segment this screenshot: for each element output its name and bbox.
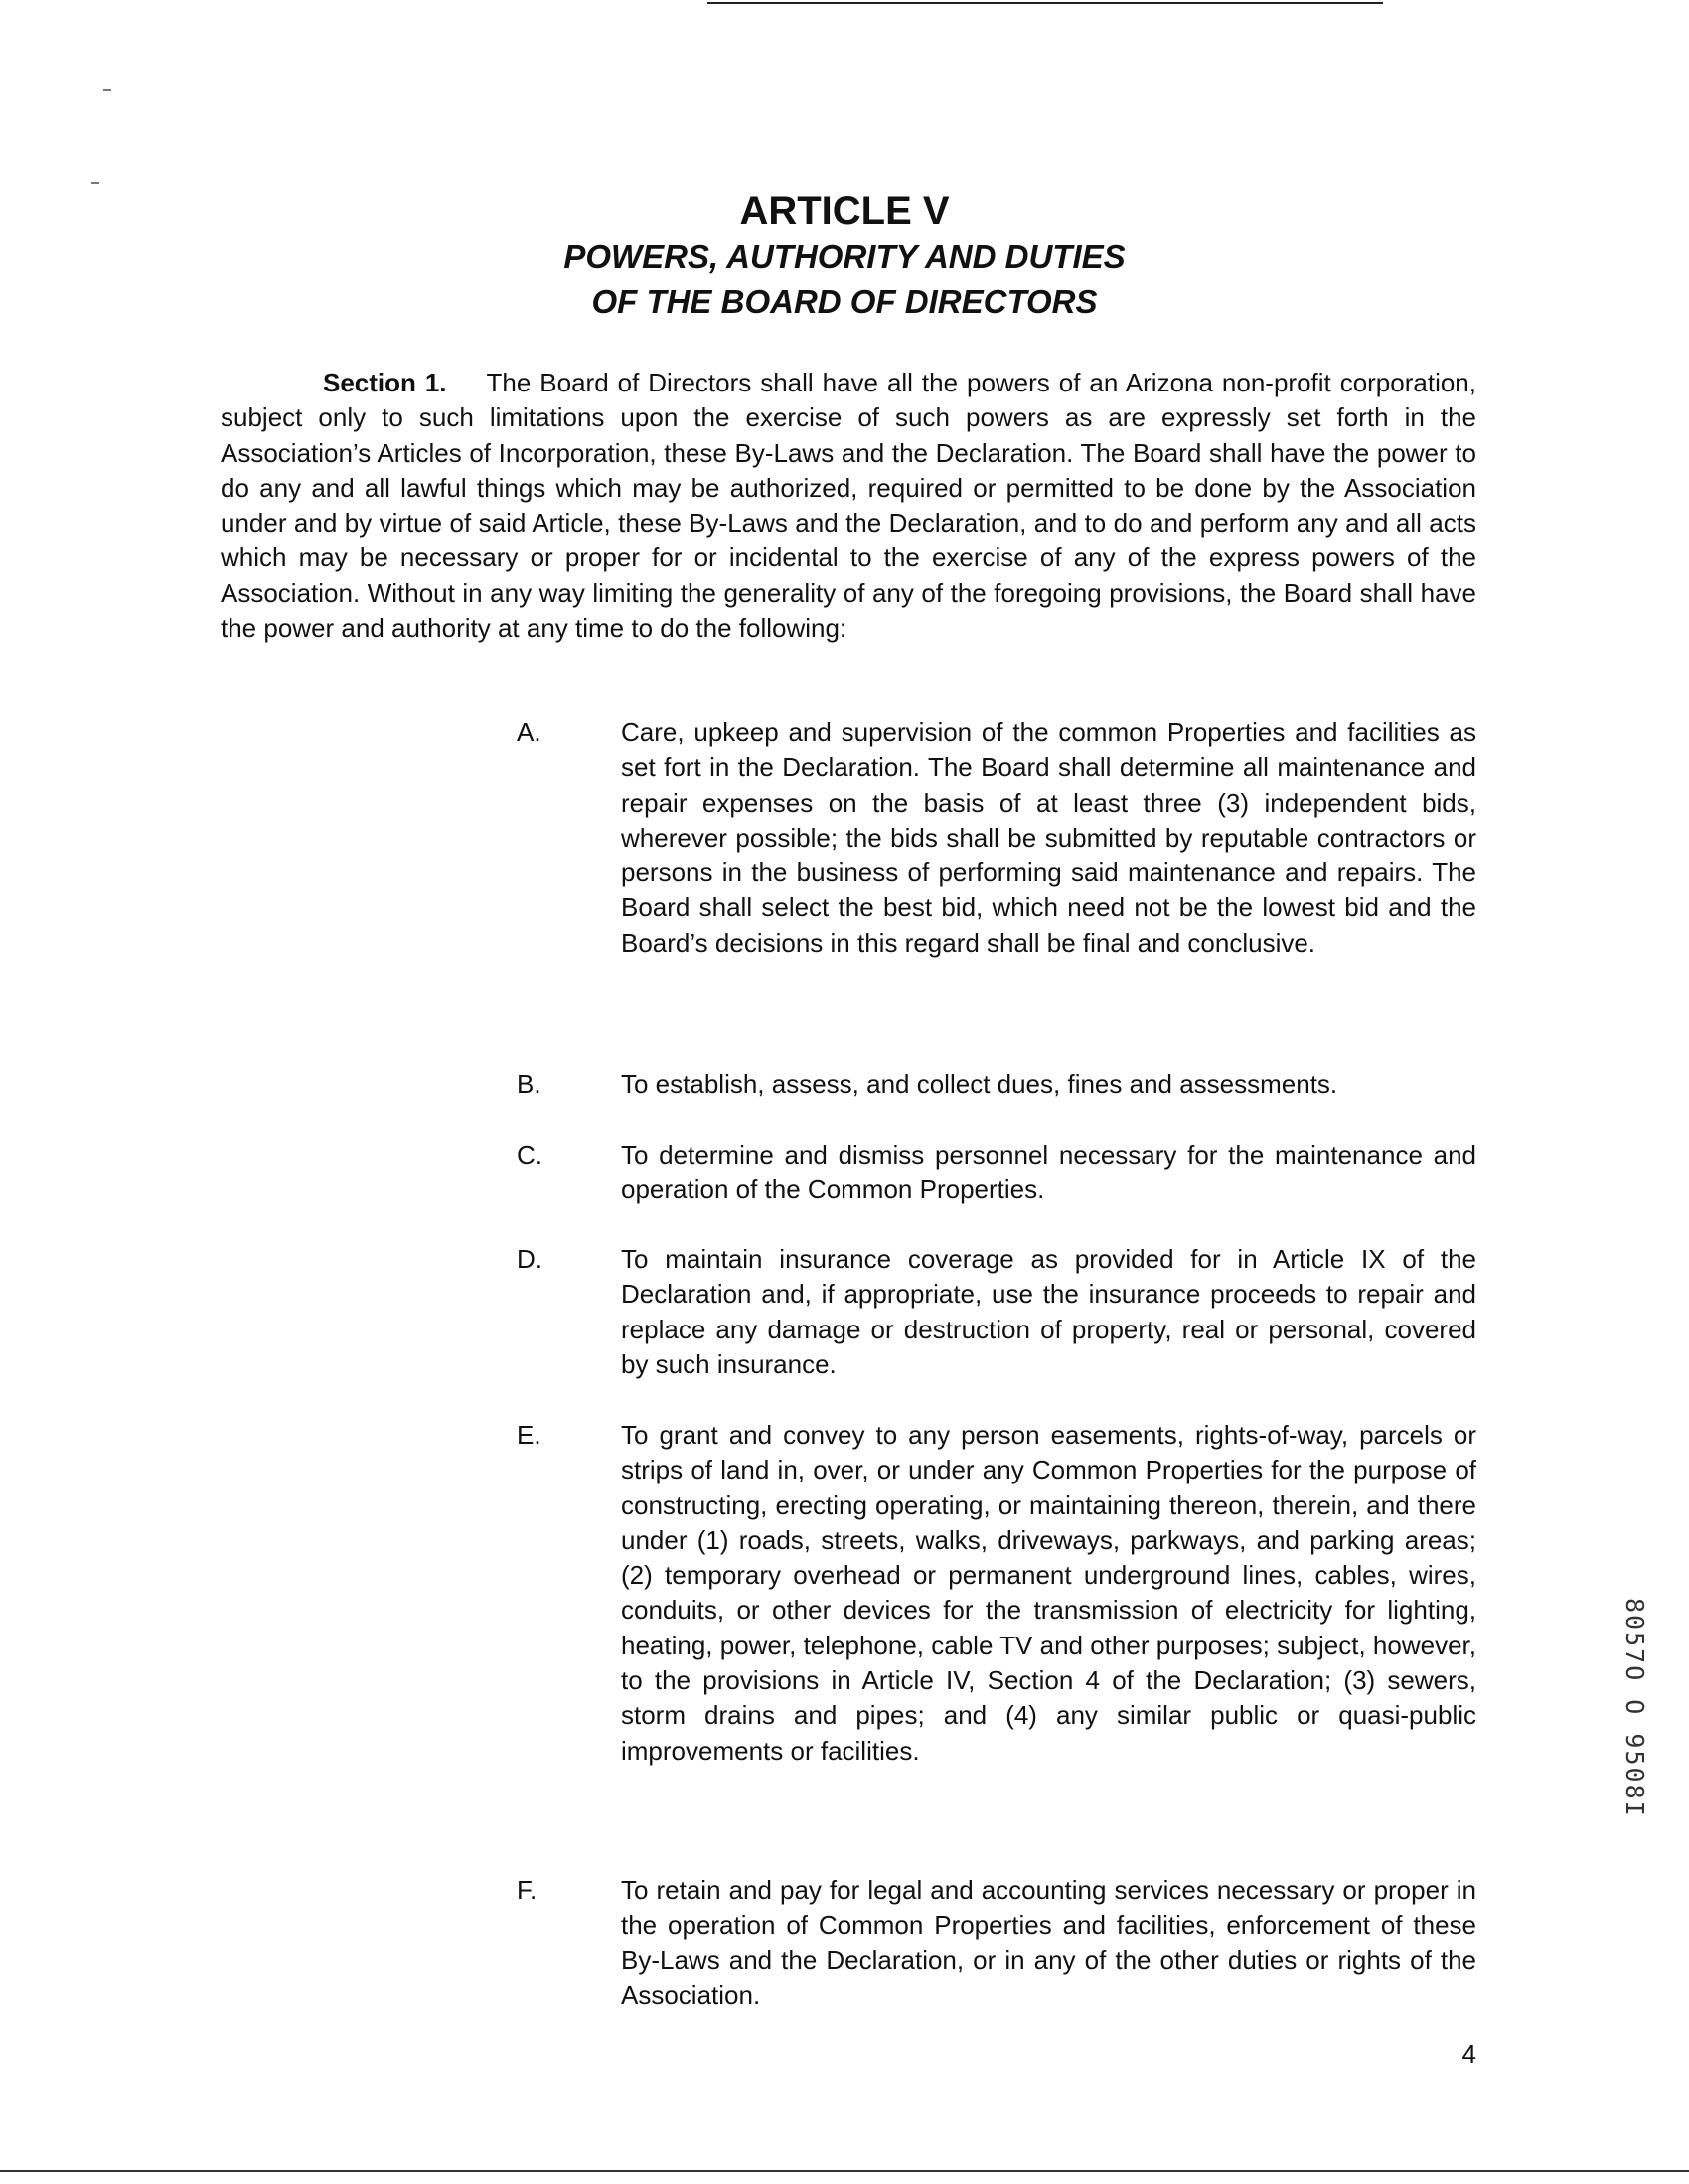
list-item-letter: F. (517, 1875, 537, 1905)
list-item-f (517, 1873, 1476, 2013)
list-item-letter: B. (517, 1069, 541, 1099)
article-subtitle-line-2: OF THE BOARD OF DIRECTORS (591, 283, 1098, 320)
section-text: The Board of Directors shall have all the powers of an Arizona non-profit corporation, subject only to such limitations upon the exercise of such powers as are expressly set forth in the Association’s Articles of Incorporation, these By-Laws and the Declaration. The Board shall have the power to do any and all lawful things which may be authorized, required or permitted to be done by the Association under and by virtue of said Article, these By-Laws and the Declaration, and to do and perform any and all acts which may be necessary or proper for or incidental to the exercise of any of the express powers of the Association. Without in any way limiting the generality of any of the foregoing provisions, the Board shall have the power and authority at any time to do the following: (221, 368, 1476, 644)
list-item-text: To establish, assess, and collect dues, fines and assessments. (621, 1069, 1338, 1099)
article-title: ARTICLE V (739, 189, 950, 233)
recording-number-stamp (1620, 1598, 1649, 1844)
section-1-paragraph (221, 366, 1476, 646)
list-item-letter: C. (517, 1140, 542, 1170)
list-item-text: To determine and dismiss personnel necessary for the maintenance and operation of the Common Properties. (621, 1140, 1476, 1205)
list-item-d (517, 1242, 1476, 1382)
list-item-letter: E. (517, 1420, 541, 1450)
list-item-c (517, 1138, 1476, 1208)
article-subtitle-line-1: POWERS, AUTHORITY AND DUTIES (563, 238, 1126, 275)
scan-edge-bottom (0, 2170, 1689, 2172)
recording-number-text: 8057O O 9508I (1620, 1598, 1649, 1818)
section-label: Section 1. (323, 368, 447, 397)
list-item-e (517, 1418, 1476, 1769)
list-item-letter: D. (517, 1244, 542, 1274)
list-item-text: Care, upkeep and supervision of the common Properties and facilities as set fort in the Declaration. The Board shall determine all maintenance and repair expenses on the basis of at least three (3) independent bids, wherever possible; the bids shall be submitted by reputable contractors or persons in the business of performing said maintenance and repairs. The Board shall select the best bid, which need not be the lowest bid and the Board’s decisions in this regard shall be final and conclusive. (621, 717, 1476, 958)
list-item-text: To grant and convey to any person easements, rights-of-way, parcels or strips of land in, over, or under any Common Properties for the purpose of constructing, erecting operating, or maintaining thereon, therein, and there under (1) roads, streets, walks, driveways, parkways, and parking areas; (2) temporary overhead or permanent underground lines, cables, wires, conduits, or other devices for the transmission of electricity for lighting, heating, power, telephone, cable TV and other purposes; subject, however, to the provisions in Article IV, Section 4 of the Declaration; (3) sewers, storm drains and pipes; and (4) any similar public or quasi-public improvements or facilities. (621, 1420, 1476, 1766)
article-header (0, 187, 1689, 324)
scan-mark (91, 182, 99, 184)
list-item-text: To maintain insurance coverage as provided for in Article IX of the Declaration and, if appropriate, use the insurance proceeds to repair and replace any damage or destruction of property, real or personal, covered by such insurance. (621, 1244, 1476, 1379)
list-item-text: To retain and pay for legal and accounting services necessary or proper in the operation of Common Properties and facilities, enforcement of these By-Laws and the Declaration, or in any of the other duties or rights of the Association. (621, 1875, 1476, 2010)
scan-mark (103, 89, 111, 91)
list-item-b (517, 1067, 1476, 1102)
scan-edge-top (707, 2, 1383, 4)
page-number: 4 (1461, 2039, 1476, 2069)
list-item-letter: A. (517, 717, 541, 747)
list-item-a (517, 715, 1476, 961)
